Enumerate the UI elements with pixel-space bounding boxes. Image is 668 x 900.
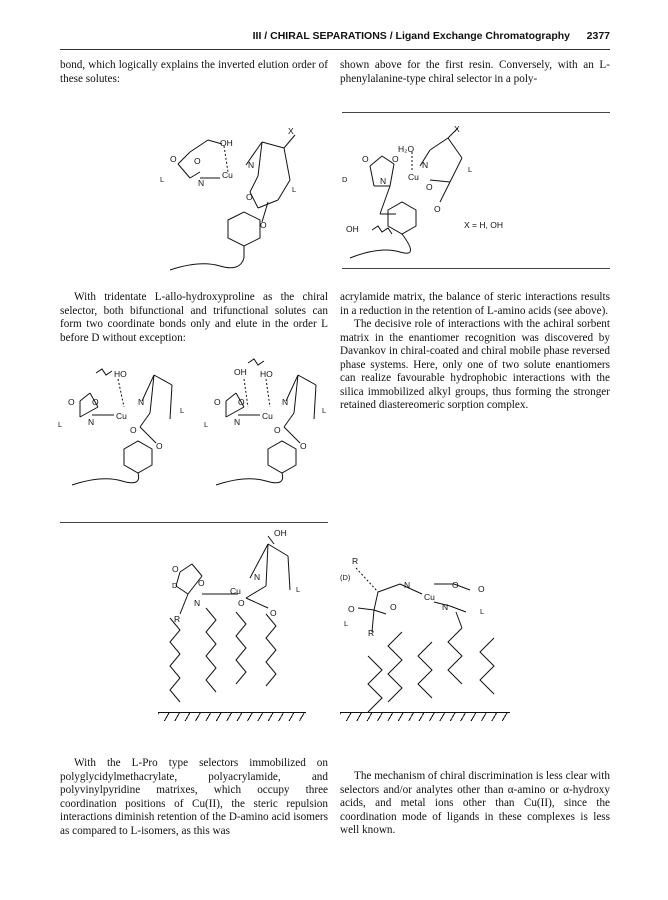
fig4-label-n2: N xyxy=(282,397,289,407)
figure-6-rp-complex xyxy=(338,552,528,728)
fig6-label-l2: L xyxy=(480,607,485,616)
fig2-label-l: L xyxy=(468,165,473,174)
fig6-label-r: R xyxy=(352,556,359,566)
left-para2-text: With tridentate L-allo-hydroxyproline as the chiral selector, both bifunctional and trifunctional solutes can form two coordinate bonds only and elute in the order L before D without exception: xyxy=(60,291,328,344)
fig2-label-o4: O xyxy=(434,204,441,214)
fig3-label-l: L xyxy=(58,420,63,429)
fig2-label-o3: O xyxy=(426,182,433,192)
silica-surface-right xyxy=(340,712,510,721)
figure-2-top-rule xyxy=(342,112,610,113)
fig6-label-o3: O xyxy=(348,604,355,614)
figure-2-complex xyxy=(340,118,610,268)
fig1-label-l: L xyxy=(160,175,165,184)
fig5-label-d: D xyxy=(172,581,178,590)
fig1-label-oh: OH xyxy=(220,138,233,148)
fig5-label-o2: O xyxy=(198,578,205,588)
fig3-label-o: O xyxy=(68,397,75,407)
fig1-label-n: N xyxy=(198,178,205,188)
figure-5-top-rule xyxy=(60,522,328,523)
right-para1-text: shown above for the first resin. Conversely, with an L-phenylalanine-type chiral selector in a poly- xyxy=(340,59,610,85)
fig6-label-o: O xyxy=(452,580,459,590)
fig2-legend: X = H, OH xyxy=(464,220,503,230)
fig4-label-o4: O xyxy=(300,441,307,451)
fig6-label-l: L xyxy=(344,619,349,628)
header-rule xyxy=(60,49,610,50)
page-header xyxy=(60,30,610,46)
right-para3-text: The decisive role of interactions with the achiral sorbent matrix in the enantiomer recognition was discovered by Davankov in chiral-coated and chiral mobile phase reversed phase systems. Here, only one of two solute enantiomers can realize favourable hydrophobic interactions with the silica immobilized alkyl groups, thus forming the stronger retained diastereomeric sorption complex. xyxy=(340,318,610,411)
fig5-label-n: N xyxy=(194,598,201,608)
right-col-para2 xyxy=(340,291,610,413)
fig5-label-cu: Cu xyxy=(230,586,241,596)
left-col-para2 xyxy=(60,291,328,345)
fig2-label-n: N xyxy=(380,176,387,186)
fig3-label-ho: HO xyxy=(114,369,127,379)
fig1-label-o2: O xyxy=(246,192,253,202)
fig5-label-n2: N xyxy=(254,572,261,582)
fig6-label-n2: N xyxy=(442,602,449,612)
fig4-label-l2: L xyxy=(322,406,327,415)
fig2-label-cu: Cu xyxy=(408,172,419,182)
bond xyxy=(190,140,208,152)
fig1-label-l2: L xyxy=(292,185,297,194)
figure-3-4-complexes xyxy=(58,355,328,495)
fig1-label-o3: O xyxy=(260,220,267,230)
fig1-label-cu: Cu xyxy=(222,170,233,180)
fig3-label-n: N xyxy=(88,417,95,427)
fig6-label-r2: R xyxy=(368,628,375,638)
fig4-label-n: N xyxy=(234,417,241,427)
fig5-label-oh: OH xyxy=(274,528,287,538)
fig4-label-o2: O xyxy=(238,397,245,407)
figure-2-bottom-rule xyxy=(342,268,610,269)
fig2-label-n2: N xyxy=(422,160,429,170)
fig2-label-h2o: H₂O xyxy=(398,144,415,154)
figure-5-rp-complex xyxy=(150,528,330,728)
fig4-label-o: O xyxy=(214,397,221,407)
fig3-label-o3: O xyxy=(130,425,137,435)
fig2-label-o2: O xyxy=(392,154,399,164)
fig2-label-x: X xyxy=(454,124,460,134)
fig3-label-n2: N xyxy=(138,397,145,407)
fig4-label-ho: HO xyxy=(260,369,273,379)
fig6-label-o2: O xyxy=(478,584,485,594)
right-para4-text: The mechanism of chiral discrimination is less clear with selectors and/or analytes other than α-amino or α-hydroxy acids, and metal ions other than Cu(II), since the coordination mode of ligands in these complexes is less well known. xyxy=(340,770,610,836)
fig6-label-d: (D) xyxy=(340,573,351,582)
fig4-label-l: L xyxy=(204,420,209,429)
running-head: III / CHIRAL SEPARATIONS / Ligand Exchange Chromatography xyxy=(252,30,570,42)
left-col-para1 xyxy=(60,59,328,86)
fig3-label-o4: O xyxy=(156,441,163,451)
fig2-label-oh: OH xyxy=(346,224,359,234)
fig6-label-cu: Cu xyxy=(424,592,435,602)
fig5-label-l: L xyxy=(296,585,301,594)
fig4-label-cu: Cu xyxy=(262,411,273,421)
fig4-label-oh: OH xyxy=(234,367,247,377)
right-col-para4 xyxy=(340,770,610,838)
fig2-label-o: O xyxy=(362,154,369,164)
fig1-label-o: O xyxy=(194,156,201,166)
fig4-label-o3: O xyxy=(274,425,281,435)
fig1-label-n2: N xyxy=(248,160,255,170)
right-col-para1 xyxy=(340,59,610,86)
fig5-label-r: R xyxy=(174,614,181,624)
fig1-label-o-eq: O xyxy=(170,154,177,164)
fig6-label-n: N xyxy=(404,580,411,590)
left-para1-text: bond, which logically explains the inverted elution order of these solutes: xyxy=(60,59,328,85)
left-para3-text: With the L-Pro type selectors immobilized on polyglycidylmethacrylate, polyacrylamide, and polyvinylpyridine matrixes, which occupy three coordination positions of Cu(II), the steric repulsion interactions diminish retention of the D-amino acid isomers as compared to L-isomers, as this was xyxy=(60,757,328,837)
fig5-label-o4: O xyxy=(270,608,277,618)
fig1-label-x: X xyxy=(288,126,294,136)
fig6-label-o4: O xyxy=(390,602,397,612)
right-para2-text: acrylamide matrix, the balance of steric interactions results in a reduction in the retention of L-amino acids (see above). xyxy=(340,291,610,317)
fig3-label-l2: L xyxy=(180,406,185,415)
silica-surface-left xyxy=(158,712,306,721)
left-col-para3 xyxy=(60,757,328,838)
fig3-label-cu: Cu xyxy=(116,411,127,421)
fig2-label-d: D xyxy=(342,175,348,184)
page-number: 2377 xyxy=(586,30,610,42)
figure-1-complex xyxy=(150,120,310,280)
fig5-label-o: O xyxy=(172,564,179,574)
fig5-label-o3: O xyxy=(238,598,245,608)
fig3-label-o2: O xyxy=(92,397,99,407)
